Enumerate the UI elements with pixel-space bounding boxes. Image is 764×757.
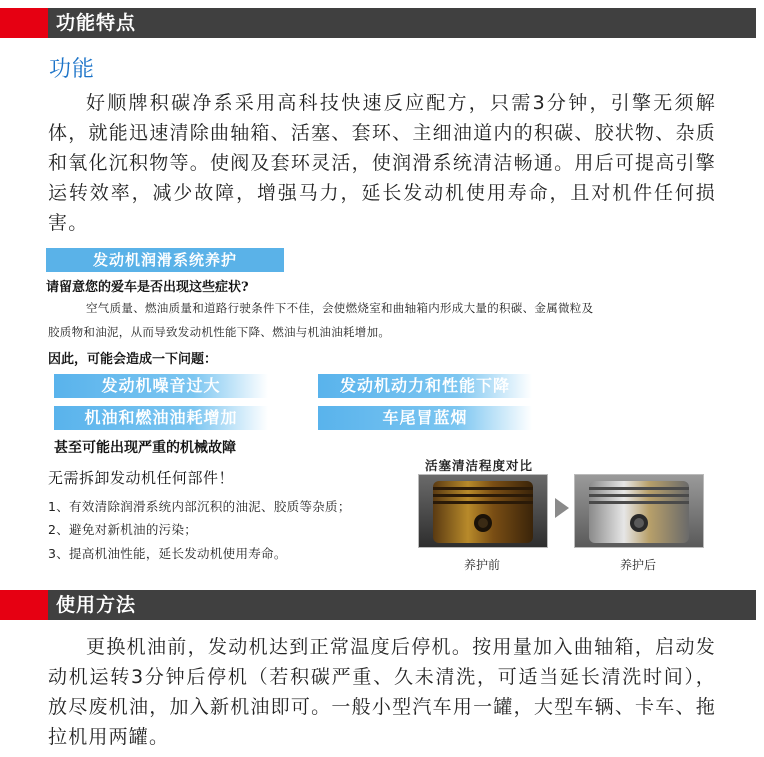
before-label: 养护前 (463, 558, 500, 572)
maintenance-desc-line2: 胶质物和油泥，从而导致发动机性能下降、燃油与机油油耗增加。 (48, 325, 391, 339)
symptom-tag: 机油和燃油油耗增加 (54, 406, 268, 430)
symptom-tag: 发动机动力和性能下降 (318, 374, 532, 398)
symptom-tag: 发动机噪音过大 (54, 374, 268, 398)
comparison-title: 活塞清洁程度对比 (425, 458, 534, 473)
function-subtitle: 功能 (49, 57, 96, 82)
maintenance-header: 发动机润滑系统养护 (46, 248, 284, 272)
section-header-usage (0, 590, 756, 620)
section-title: 功能特点 (56, 12, 137, 34)
usage-paragraph: 更换机油前，发动机达到正常温度后停机。按用量加入曲轴箱，启动发动机运转3分钟后停机（若积碳严重、久未清洗，可适当延长清洗时间），放尽废机油，加入新机油即可。一般小型汽车用一罐，大型车辆、卡车、拖拉机用两罐。 (48, 636, 716, 748)
arrow-right-icon (555, 498, 569, 518)
piston-before-image (418, 474, 548, 548)
section-title: 使用方法 (56, 594, 137, 616)
section-header-features (0, 8, 756, 38)
symptom-tag: 车尾冒蓝烟 (318, 406, 532, 430)
list-item: 2、避免对新机油的污染； (48, 522, 198, 537)
problems-title: 因此，可能会造成一下问题： (48, 352, 218, 367)
section-marker (0, 590, 48, 620)
section-marker (0, 8, 48, 38)
no-disassembly-title: 无需拆卸发动机任何部件！ (48, 469, 235, 487)
maintenance-desc-line1: 空气质量、燃油质量和道路行驶条件下不佳，会使燃烧室和曲轴箱内形成大量的积碳、金属微粒及 (86, 301, 594, 315)
symptom-question: 请留意您的爱车是否出现这些症状? (46, 280, 249, 295)
piston-after-image (574, 474, 704, 548)
after-label: 养护后 (619, 558, 656, 572)
list-item: 1、有效清除润滑系统内部沉积的油泥、胶质等杂质； (48, 499, 351, 514)
failure-warning: 甚至可能出现严重的机械故障 (54, 440, 236, 456)
function-paragraph: 好顺牌积碳净系采用高科技快速反应配方，只需3分钟，引擎无须解体，就能迅速清除曲轴箱、活塞、套环、主细油道内的积碳、胶状物、杂质和氧化沉积物等。使阀及套环灵活，使润滑系统清洁畅通。用后可提高引擎运转效率，减少故障，增强马力，延长发动机使用寿命，且对机件任何损害。 (48, 92, 716, 234)
list-item: 3、提高机油性能，延长发动机使用寿命。 (48, 546, 287, 561)
